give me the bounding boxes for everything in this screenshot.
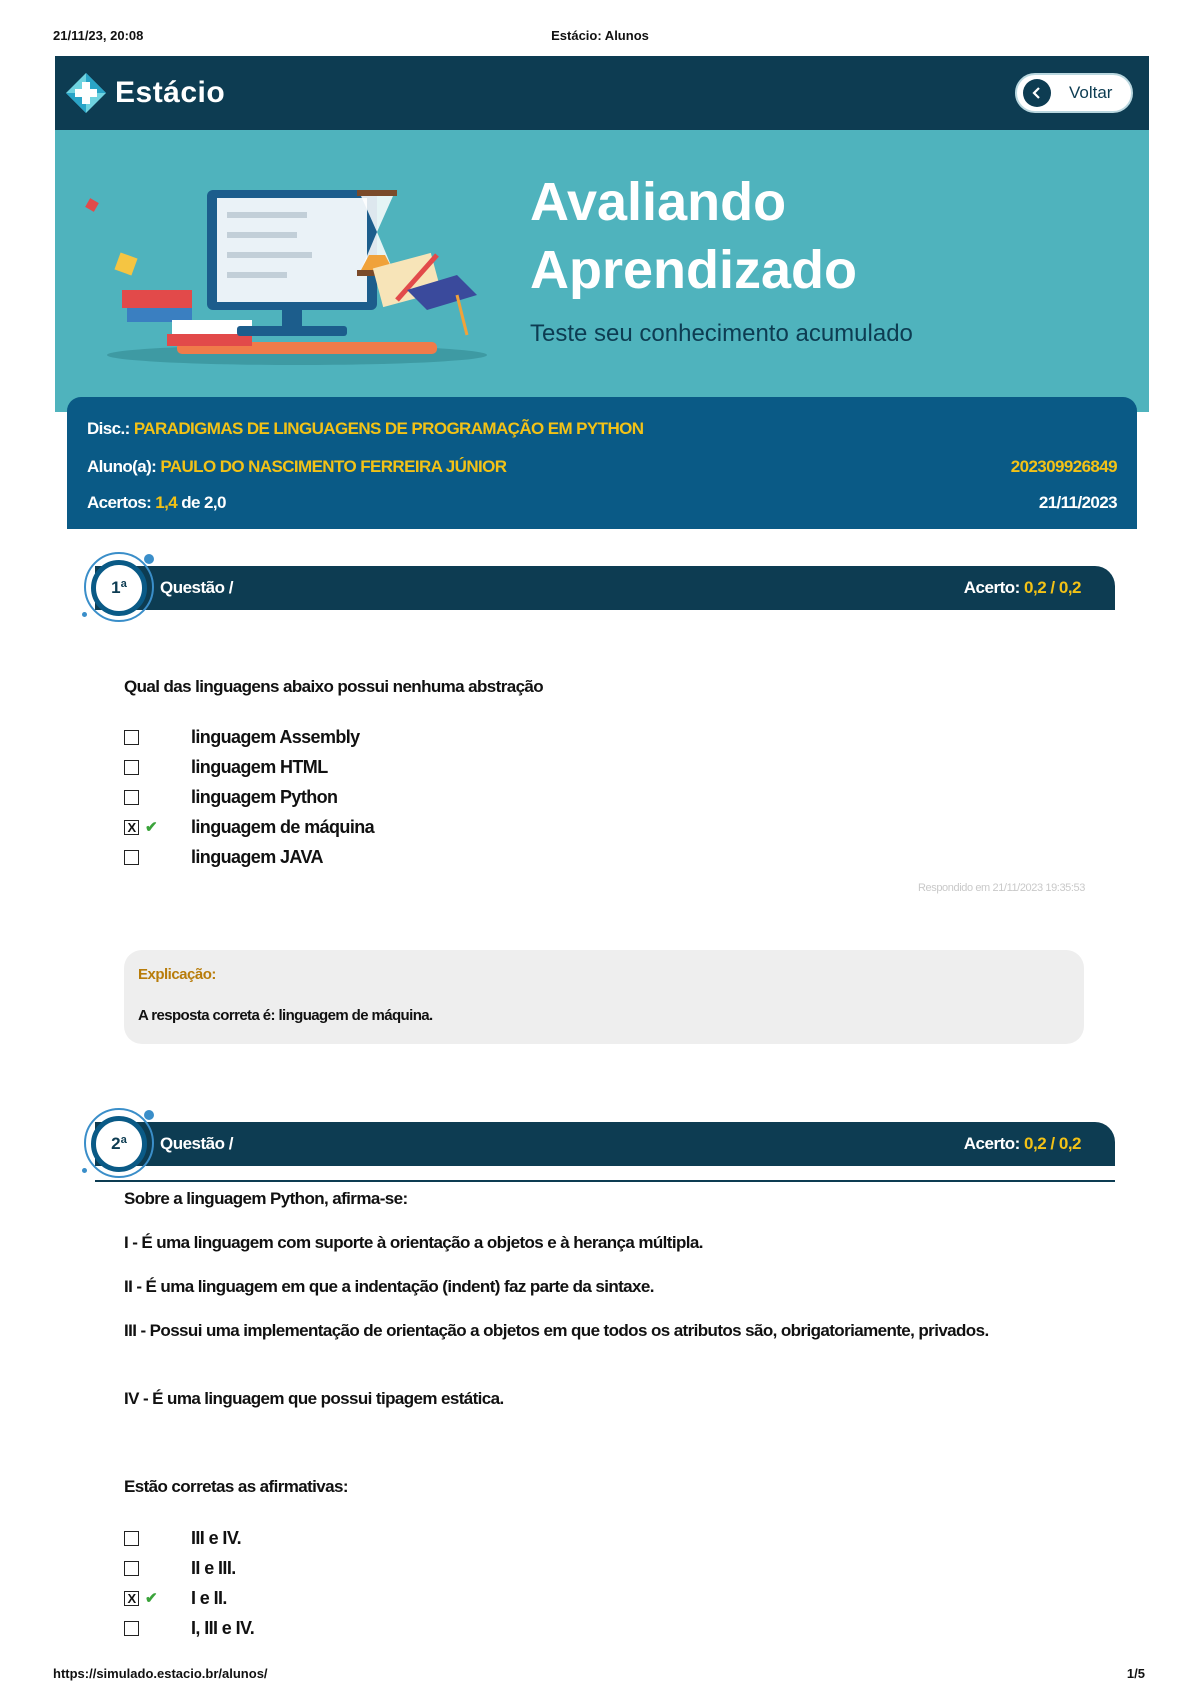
score-separator: / xyxy=(1050,578,1055,597)
question-label-text: Questão xyxy=(160,578,225,597)
checkbox-checked[interactable]: X xyxy=(124,1591,139,1606)
question-1-score xyxy=(964,578,1081,598)
print-url: https://simulado.estacio.br/alunos/ xyxy=(53,1666,268,1681)
question-separator: / xyxy=(228,1134,233,1153)
score-row xyxy=(87,493,226,513)
question-1-option-3[interactable] xyxy=(124,784,338,810)
student-row xyxy=(87,457,506,477)
question-2-statement-2: II - É uma linguagem em que a indentação (indent) faz parte da sintaxe. xyxy=(124,1277,654,1296)
score-total: de 2,0 xyxy=(181,493,226,512)
checkbox-checked[interactable]: X xyxy=(124,820,139,835)
exam-date: 21/11/2023 xyxy=(1038,493,1117,512)
score-max: 0,2 xyxy=(1058,578,1081,597)
question-1-stem: Qual das linguagens abaixo possui nenhuma abstração xyxy=(124,677,544,696)
question-2-number: 2ª xyxy=(91,1116,147,1172)
question-2-option-2[interactable] xyxy=(124,1555,236,1581)
checkbox[interactable] xyxy=(124,1621,139,1636)
question-2-option-1[interactable] xyxy=(124,1525,241,1551)
correct-check-icon: ✔ xyxy=(145,819,157,836)
top-bar xyxy=(55,56,1149,130)
question-2-option-3[interactable] xyxy=(124,1585,227,1611)
question-2-statement-4: IV - É uma linguagem que possui tipagem estática. xyxy=(124,1389,504,1408)
score-earned: 0,2 xyxy=(1024,578,1047,597)
option-text: I, III e IV. xyxy=(191,1617,255,1638)
question-1-answered-time: Respondido em 21/11/2023 19:35:53 xyxy=(917,882,1085,894)
discipline-value: PARADIGMAS DE LINGUAGENS DE PROGRAMAÇÃO EM PYTHON xyxy=(133,419,644,438)
question-1-explanation xyxy=(124,950,1084,1044)
question-2-option-4[interactable] xyxy=(124,1615,255,1641)
score-label: Acertos: xyxy=(87,493,152,512)
back-button-label: Voltar xyxy=(1069,83,1113,102)
discipline-label: Disc.: xyxy=(87,419,130,438)
question-separator: / xyxy=(228,578,233,597)
study-illustration xyxy=(77,160,537,380)
question-1-option-2[interactable] xyxy=(124,754,328,780)
hero-title-line2: Aprendizado xyxy=(530,240,858,300)
question-2-score xyxy=(964,1134,1081,1154)
question-1-header xyxy=(95,566,1115,610)
score-earned: 0,2 xyxy=(1024,1134,1047,1153)
question-1-label xyxy=(160,578,233,598)
option-text: linguagem HTML xyxy=(191,756,328,777)
checkbox[interactable] xyxy=(124,850,139,865)
decor-dot xyxy=(144,554,154,564)
question-1-option-1[interactable] xyxy=(124,724,360,750)
score-separator: / xyxy=(1050,1134,1055,1153)
print-page-number: 1/5 xyxy=(1126,1666,1145,1681)
question-2-prompt: Estão corretas as afirmativas: xyxy=(124,1477,348,1496)
question-2-statement-3: III - Possui uma implementação de orientação a objetos em que todos os atributos são, obrigatoriamente, privados. xyxy=(124,1321,989,1340)
hero-subtitle: Teste seu conhecimento acumulado xyxy=(530,320,913,347)
score-label: Acerto: xyxy=(963,1134,1020,1153)
student-label: Aluno(a): xyxy=(87,457,157,476)
option-text: I e II. xyxy=(191,1587,227,1608)
decor-dot xyxy=(82,612,87,617)
checkbox[interactable] xyxy=(124,1531,139,1546)
question-2-label xyxy=(160,1134,233,1154)
estacio-logo-icon xyxy=(65,72,107,114)
option-text: linguagem de máquina xyxy=(191,816,375,837)
question-1-number: 1ª xyxy=(91,560,147,616)
score-value: 1,4 xyxy=(155,493,178,512)
print-datetime: 21/11/23, 20:08 xyxy=(53,28,144,43)
option-text: III e IV. xyxy=(191,1527,241,1548)
question-2-statement-1: I - É uma linguagem com suporte à orientação a objetos e à herança múltipla. xyxy=(124,1233,703,1252)
option-text: linguagem JAVA xyxy=(191,846,323,867)
checkbox[interactable] xyxy=(124,760,139,775)
hero-banner xyxy=(55,130,1149,412)
chevron-left-icon xyxy=(1023,79,1051,107)
correct-check-icon: ✔ xyxy=(145,1590,157,1607)
brand-name: Estácio xyxy=(115,76,226,109)
explanation-title: Explicação: xyxy=(138,966,216,983)
question-2-intro: Sobre a linguagem Python, afirma-se: xyxy=(124,1189,408,1208)
question-2-header xyxy=(95,1122,1115,1166)
option-text: linguagem Python xyxy=(191,786,338,807)
back-button[interactable] xyxy=(1015,73,1133,113)
student-value: PAULO DO NASCIMENTO FERREIRA JÚNIOR xyxy=(160,457,507,476)
exam-info-panel xyxy=(67,397,1137,529)
checkbox[interactable] xyxy=(124,790,139,805)
print-page-title: Estácio: Alunos xyxy=(551,28,649,43)
print-header xyxy=(0,28,1200,48)
question-2-divider xyxy=(95,1180,1115,1182)
option-text: II e III. xyxy=(191,1557,236,1578)
discipline-row xyxy=(87,419,643,439)
checkbox[interactable] xyxy=(124,1561,139,1576)
decor-dot xyxy=(82,1168,87,1173)
score-label: Acerto: xyxy=(963,578,1020,597)
option-text: linguagem Assembly xyxy=(191,726,360,747)
decor-dot xyxy=(144,1110,154,1120)
question-label-text: Questão xyxy=(160,1134,225,1153)
registration-number: 202309926849 xyxy=(1010,457,1117,476)
checkbox[interactable] xyxy=(124,730,139,745)
question-1-option-5[interactable] xyxy=(124,844,323,870)
question-1-option-4[interactable] xyxy=(124,814,375,840)
hero-title-line1: Avaliando xyxy=(530,172,787,232)
brand-logo[interactable] xyxy=(65,72,225,114)
hero-title xyxy=(530,168,857,304)
explanation-text: A resposta correta é: linguagem de máquina. xyxy=(138,1007,433,1024)
score-max: 0,2 xyxy=(1058,1134,1081,1153)
